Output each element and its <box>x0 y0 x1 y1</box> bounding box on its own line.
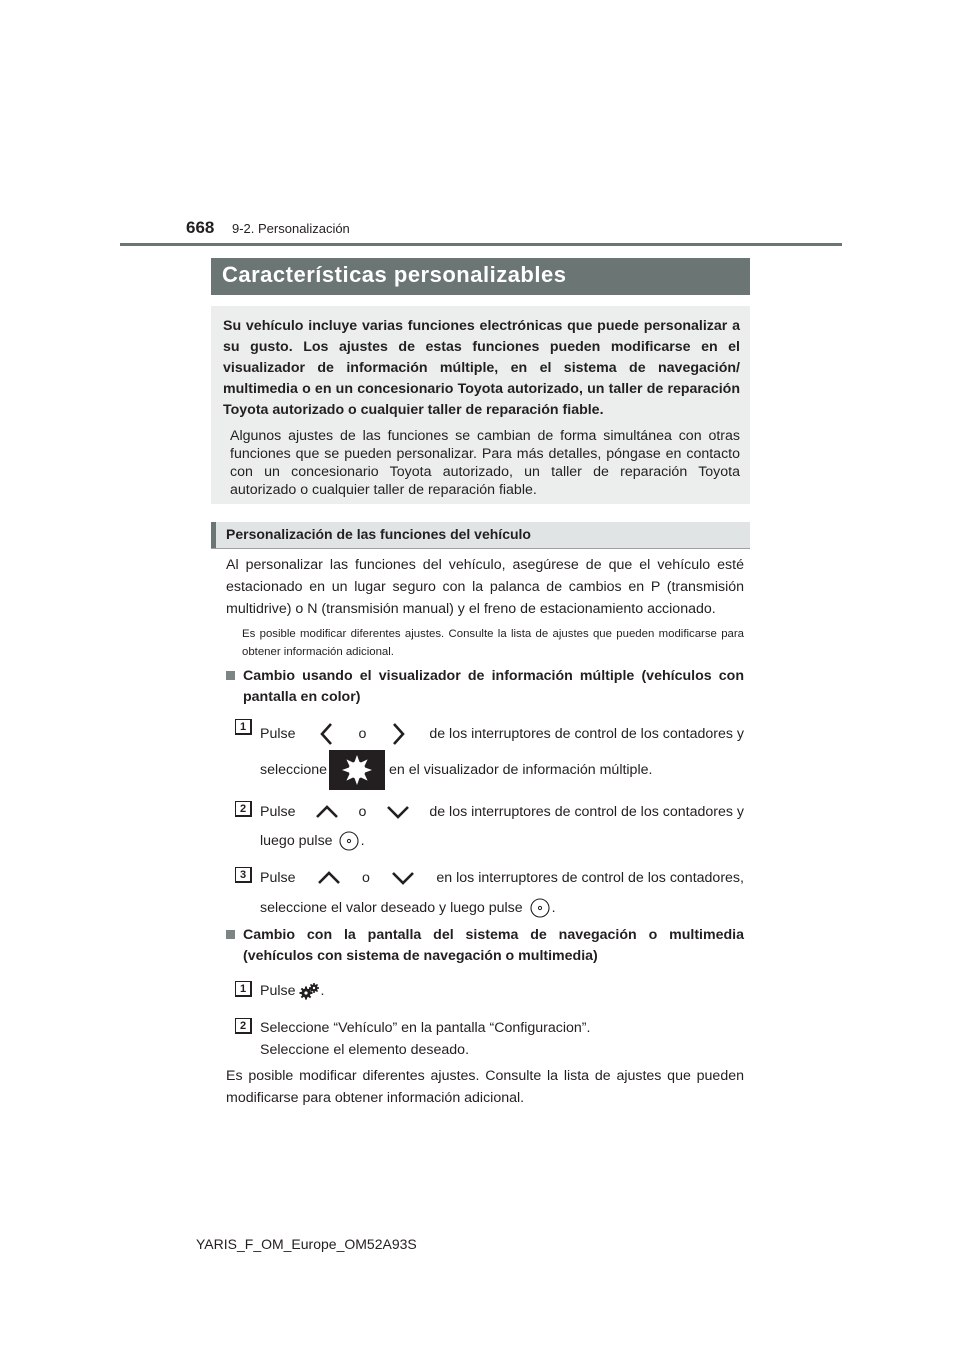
step-number-badge: 1 <box>235 719 252 735</box>
chevron-down-icon <box>389 868 417 888</box>
ok-button-icon <box>337 830 361 852</box>
chevron-left-icon <box>317 720 337 748</box>
chevron-up-icon <box>315 868 343 888</box>
subsection-paragraph: Al personalizar las funciones del vehículo, asegúrese de que el vehículo esté estacionado en un lugar seguro con la palanca de cambios en P (transmisión multidrive) o N (transmisión manual) y el freno de estacionamiento accionado. <box>226 557 744 617</box>
closing-paragraph: Es posible modificar diferentes ajustes. Consulte la lista de ajustes que pueden modificarse para obtener información adicional. <box>226 1068 744 1106</box>
chevron-right-icon <box>388 720 408 748</box>
step-a3-line1: Pulse o en los interruptores de control de los contadores, <box>260 870 744 886</box>
step-number-badge: 3 <box>235 867 252 883</box>
step-b2-line1: Seleccione “Vehículo” en la pantalla “Configuracion”. <box>260 1020 591 1036</box>
step-a2-line2: luego pulse . <box>260 830 744 852</box>
page-number: 668 <box>186 218 215 237</box>
chevron-up-icon <box>313 802 341 822</box>
step-a2-line1: Pulse o de los interruptores de control de los contadores y <box>260 804 744 820</box>
subsection-title: Personalización de las funciones del vehículo <box>211 522 750 548</box>
bullet-square-icon <box>226 930 235 939</box>
car-settings-icon <box>299 981 321 1001</box>
chevron-down-icon <box>384 802 412 822</box>
method-a-heading: Cambio usando el visualizador de información múltiple (vehículos con pantalla en color) <box>226 666 744 708</box>
subsection-note: Es posible modificar diferentes ajustes. Consulte la lista de ajustes que pueden modificarse para obtener información adicional. <box>242 628 744 658</box>
step-a3-line2: seleccione el valor deseado y luego pulse . <box>260 897 744 919</box>
intro-note-text: Algunos ajustes de las funciones se cambian de forma simultánea con otras funciones que se pueden personalizar. Para más detalles, póngase en contacto con un concesionario Toyota autorizado, un taller de reparación Toyota autorizado o cualquier taller de reparación fiable. <box>230 428 740 498</box>
step-a1-line2: seleccione en el visualizador de información múltiple. <box>260 750 744 790</box>
bullet-square-icon <box>226 671 235 680</box>
intro-bold-text: Su vehículo incluye varias funciones electrónicas que puede personalizar a su gusto. Los ajustes de estas funciones pueden modificarse en el visualizador de información múltiple, en el sistema de navegación/ multimedia o en un concesionario Toyota autorizado, un taller de reparación Toyota autorizado o cualquier taller de reparación fiable. <box>223 318 740 418</box>
page-title: Características personalizables <box>211 258 750 295</box>
section-label: 9-2. Personalización <box>232 221 350 236</box>
step-a1-line1: Pulse o de los interruptores de control de los contadores y <box>260 720 744 748</box>
step-b2-line2: Seleccione el elemento deseado. <box>260 1042 470 1058</box>
intro-box <box>211 306 750 504</box>
document-code-footer: YARIS_F_OM_Europe_OM52A93S <box>196 1236 417 1252</box>
step-b1-line: Pulse . <box>260 983 325 999</box>
subsection-rule <box>211 548 750 549</box>
step-number-badge: 2 <box>235 801 252 817</box>
method-b-heading: Cambio con la pantalla del sistema de navegación o multimedia (vehículos con sistema de navegación o multimedia) <box>226 925 744 967</box>
ok-button-icon <box>528 897 552 919</box>
step-number-badge: 1 <box>235 981 252 997</box>
header-rule <box>120 243 842 246</box>
step-number-badge: 2 <box>235 1018 252 1034</box>
settings-gear-icon <box>329 750 385 790</box>
